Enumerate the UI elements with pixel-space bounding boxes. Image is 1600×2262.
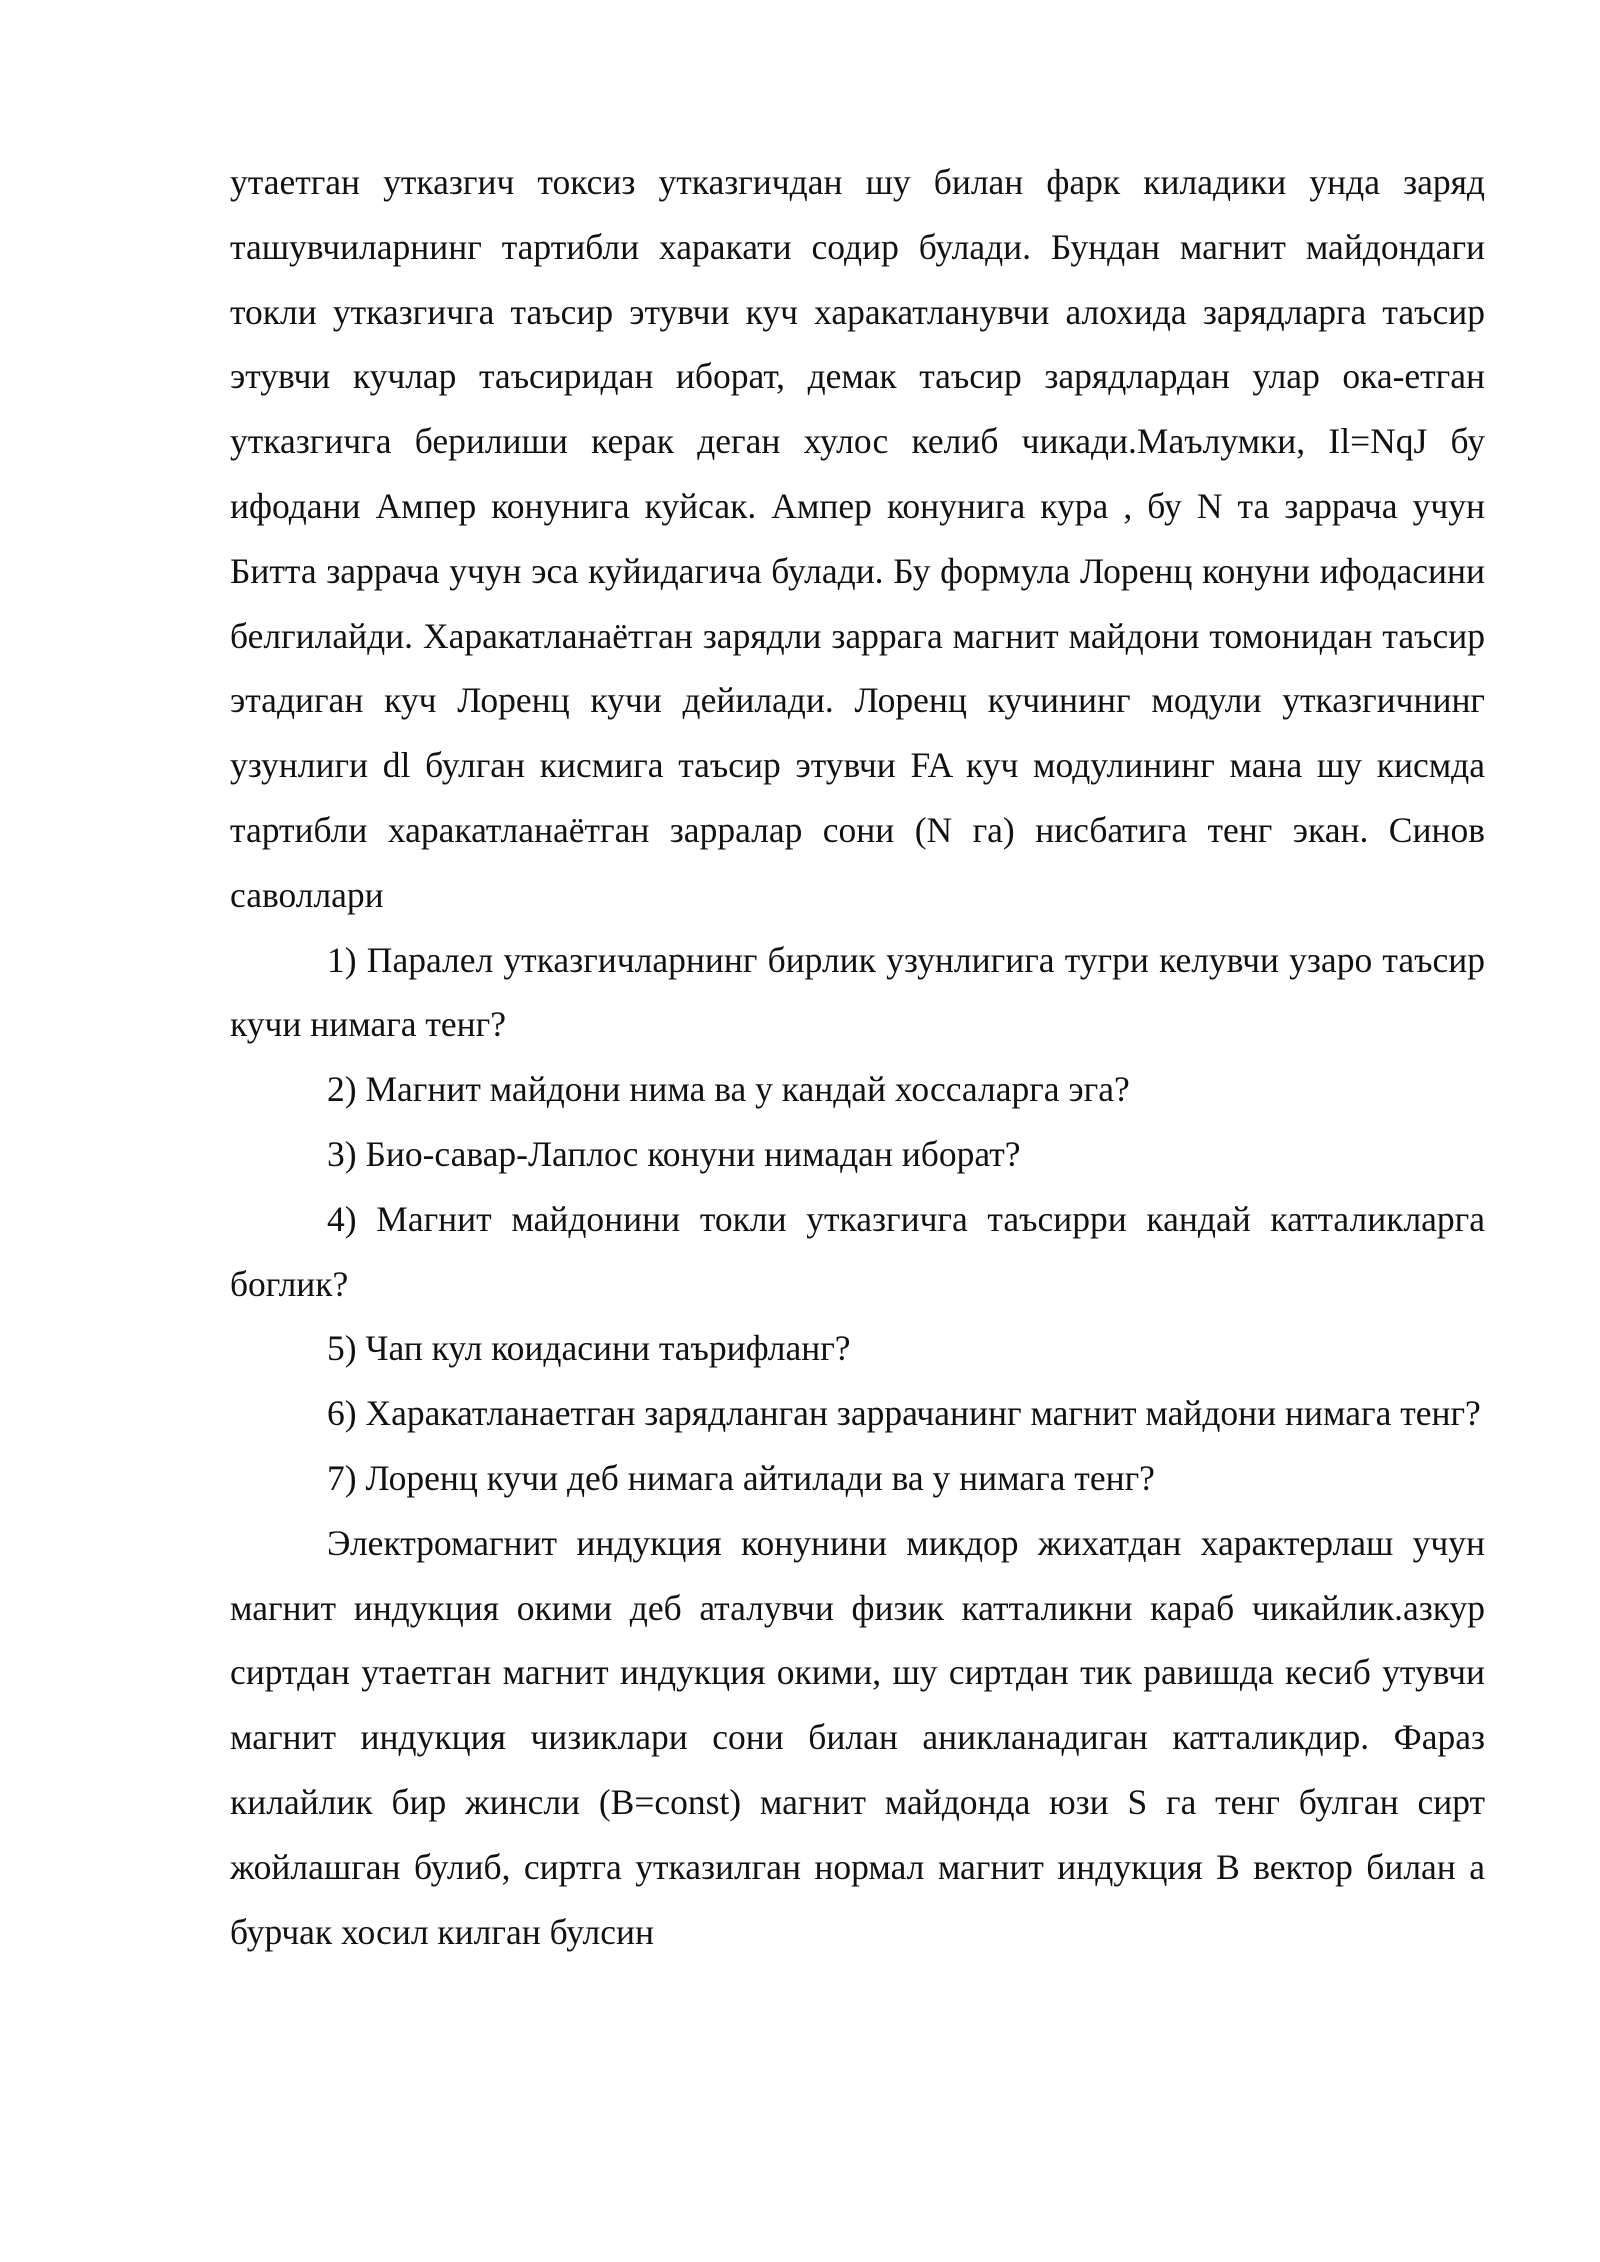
paragraph-magnetic-flux: Электромагнит индукция конунини микдор жихатдан характерлаш учун магнит индукция окими деб аталувчи физик катталикни караб чикайлик.азкур сиртдан утаетган магнит индукция окими, шу сиртдан тик равишда кесиб утувчи магнит индукция чизиклари сони билан аникланадиган катталикдир. Фараз килайлик бир жинсли (B=const) магнит майдонда юзи S га тенг булган сирт жойлашган булиб, сиртга утказилган нормал магнит индукция B вектор билан a бурчак хосил килган булсин [230,1522,1485,1952]
question-2: 2) Магнит майдони нима ва у кандай хоссаларга эга? [327,1069,1130,1110]
question-1: 1) Паралел утказгичларнинг бирлик узунлигига тугри келувчи узаро таъсир кучи нимага тенг? [230,939,1485,1045]
question-7: 7) Лоренц кучи деб нимага айтилади ва у нимага тенг? [327,1457,1155,1498]
question-4: 4) Магнит майдонини токли утказгичга таъсирри кандай катталикларга боглик? [230,1198,1485,1304]
document-body [230,150,1485,1964]
question-6: 6) Харакатланаетган зарядланган заррачанинг магнит майдони нимага тенг? [327,1393,1481,1434]
paragraph-lorentz-derivation: утаетган утказгич токсиз утказгичдан шу билан фарк киладики унда заряд ташувчиларнинг тартибли харакати содир булади. Бундан магнит майдондаги токли утказгичга таъсир этувчи куч харакатланувчи алохида зарядларга таъсир этувчи кучлар таъсиридан иборат, демак таъсир зарядлардан улар ока-етган утказгичга берилиши керак деган хулос келиб чикади.Маълумки, Il=NqJ бу ифодани Ампер конунига куйсак. Ампер конунига кура , бу N та заррача учун Битта заррача учун эса куйидагича булади. Бу формула Лоренц конуни ифодасини белгилайди. Харакатланаётган зарядли заррага магнит майдони томонидан таъсир этадиган куч Лоренц кучи дейилади. Лоренц кучининг модули утказгичнинг узунлиги dl булган кисмига таъсир этувчи FA куч модулининг мана шу кисмда тартибли харакатланаётган зарралар сони (N га) нисбатига тенг экан. Синов саволлари [230,162,1485,915]
question-5: 5) Чап кул коидасини таърифланг? [327,1328,851,1369]
question-3: 3) Био-савар-Лаплос конуни нимадан иборат? [327,1133,1021,1174]
